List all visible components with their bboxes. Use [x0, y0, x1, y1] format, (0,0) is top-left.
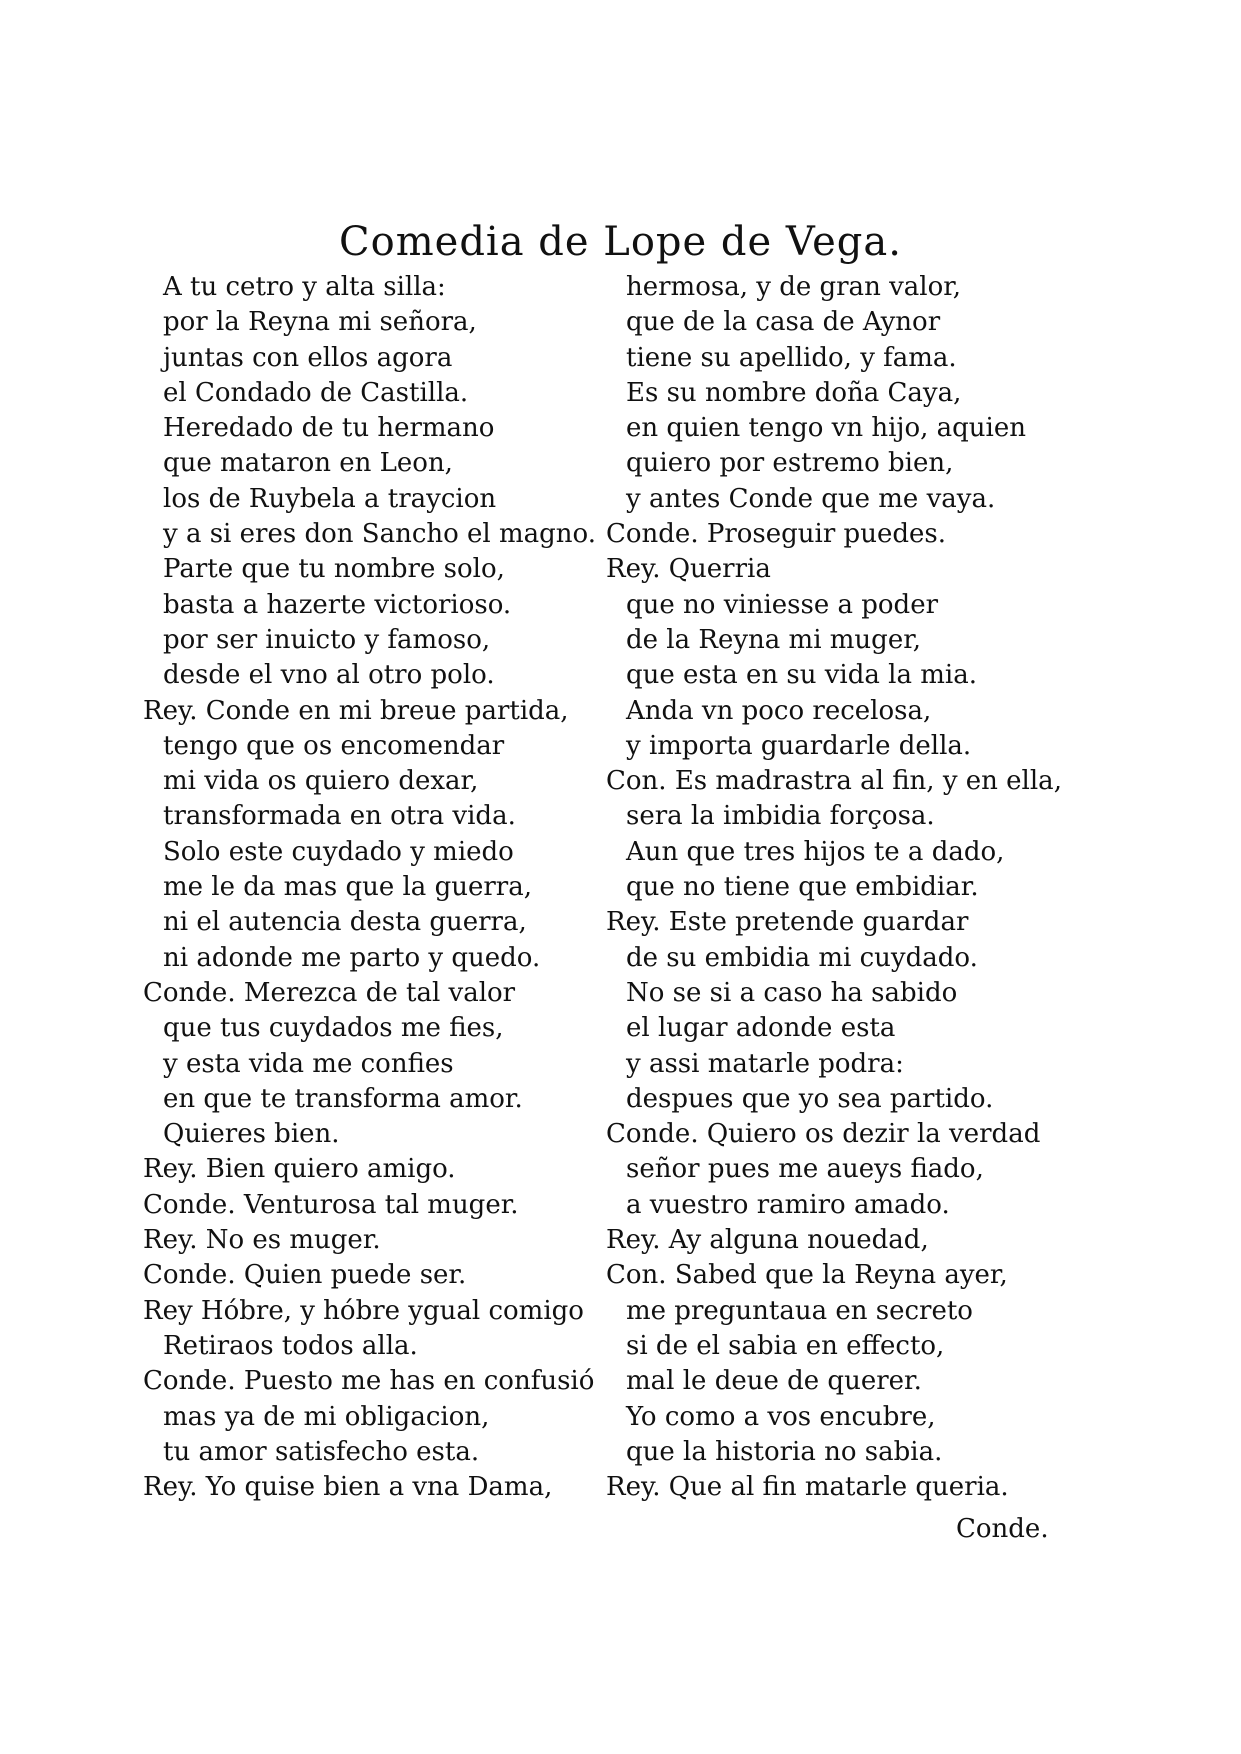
verse-line: mi vida os quiero dexar, [163, 766, 479, 797]
speech-line: Conde. Merezca de tal valor [143, 977, 516, 1008]
verse-line: basta a hazerte victorioso. [163, 589, 512, 620]
speech-line: Rey. Que al fin matarle queria. [606, 1472, 1009, 1503]
verse-line: que de la casa de Aynor [626, 307, 941, 338]
verse-line: y assi matarle podra: [626, 1048, 904, 1079]
verse-line: Heredado de tu hermano [163, 413, 495, 444]
verse-line: que la historia no sabia. [626, 1436, 943, 1467]
verse-line: y importa guardarle della. [626, 730, 972, 761]
verse-line: juntas con ellos agora [163, 342, 453, 373]
verse-line: que tus cuydados me fies, [163, 1013, 504, 1044]
verse-line: Yo como a vos encubre, [626, 1401, 936, 1432]
verse-line: el lugar adonde esta [626, 1013, 896, 1044]
verse-line: despues que yo sea partido. [626, 1083, 994, 1114]
verse-line: A tu cetro y alta silla: [163, 272, 446, 302]
verse-line: Quieres bien. [163, 1119, 340, 1150]
speech-line: Rey. Ay alguna nouedad, [606, 1225, 929, 1256]
verse-line: tengo que os encomendar [163, 730, 505, 761]
speech-line: Rey Hóbre, y hóbre ygual comigo [143, 1295, 584, 1326]
verse-line: Es su nombre doña Caya, [626, 377, 962, 408]
verse-line: por la Reyna mi señora, [163, 307, 477, 338]
verse-line: señor pues me aueys fiado, [626, 1154, 984, 1185]
verse-line: hermosa, y de gran valor, [626, 272, 962, 302]
verse-line: sera la imbidia forçosa. [626, 801, 935, 832]
verse-line: el Condado de Castilla. [163, 377, 469, 408]
verse-line: me le da mas que la guerra, [163, 872, 532, 903]
verse-line: ni adonde me parto y quedo. [163, 942, 541, 973]
catchword: Conde. [956, 1514, 1049, 1544]
speech-line: Conde. Quien puede ser. [143, 1260, 467, 1291]
speech-line: Rey. Este pretende guardar [606, 907, 969, 938]
speech-line: Con. Es madrastra al fin, y en ella, [606, 766, 1062, 797]
speech-line: Conde. Proseguir puedes. [606, 519, 946, 550]
verse-line: que no viniesse a poder [626, 589, 939, 620]
speech-line: Rey. Yo quise bien a vna Dama, [143, 1472, 553, 1503]
right-text-column [606, 270, 1166, 1505]
verse-line: si de el sabia en effecto, [626, 1330, 945, 1361]
verse-line: a vuestro ramiro amado. [626, 1189, 950, 1220]
verse-line: Aun que tres hijos te a dado, [626, 836, 1005, 867]
verse-line: mas ya de mi obligacion, [163, 1401, 490, 1432]
verse-line: Retiraos todos alla. [163, 1330, 418, 1361]
verse-line: tiene su apellido, y fama. [626, 342, 957, 373]
speech-line: Conde. Puesto me has en confusió [143, 1366, 595, 1397]
verse-line: en quien tengo vn hijo, aquien [626, 413, 1026, 444]
verse-line: desde el vno al otro polo. [163, 660, 495, 691]
verse-line: transformada en otra vida. [163, 801, 516, 832]
verse-line: mal le deue de querer. [626, 1366, 922, 1397]
verse-line: por ser inuicto y famoso, [163, 624, 491, 655]
verse-line: y antes Conde que me vaya. [626, 483, 996, 514]
speech-line: Rey. Conde en mi breue partida, [143, 695, 569, 726]
verse-line: Solo este cuydado y miedo [163, 836, 514, 867]
verse-line: quiero por estremo bien, [626, 448, 954, 479]
verse-line: Anda vn poco recelosa, [626, 695, 932, 726]
speech-line: Rey. Querria [606, 554, 771, 585]
verse-line: y a si eres don Sancho el magno. [163, 519, 597, 550]
verse-line: los de Ruybela a traycion [163, 483, 497, 514]
speech-line: Rey. Bien quiero amigo. [143, 1154, 456, 1185]
verse-line: que no tiene que embidiar. [626, 872, 979, 903]
page-header: Comedia de Lope de Vega. [339, 219, 902, 265]
speech-line: Con. Sabed que la Reyna ayer, [606, 1260, 1008, 1291]
verse-line: Parte que tu nombre solo, [163, 554, 505, 585]
speech-line: Rey. No es muger. [143, 1225, 381, 1256]
verse-line: que mataron en Leon, [163, 448, 453, 479]
verse-line: de la Reyna mi muger, [626, 624, 922, 655]
speech-line: Conde. Quiero os dezir la verdad [606, 1119, 1041, 1150]
verse-line: que esta en su vida la mia. [626, 660, 977, 691]
verse-line: y esta vida me confies [163, 1048, 454, 1079]
verse-line: me preguntaua en secreto [626, 1295, 973, 1326]
verse-line: tu amor satisfecho esta. [163, 1436, 480, 1467]
verse-line: No se si a caso ha sabido [626, 977, 958, 1008]
verse-line: ni el autencia desta guerra, [163, 907, 527, 938]
speech-line: Conde. Venturosa tal muger. [143, 1189, 519, 1220]
verse-line: de su embidia mi cuydado. [626, 942, 978, 973]
verse-line: en que te transforma amor. [163, 1083, 523, 1114]
